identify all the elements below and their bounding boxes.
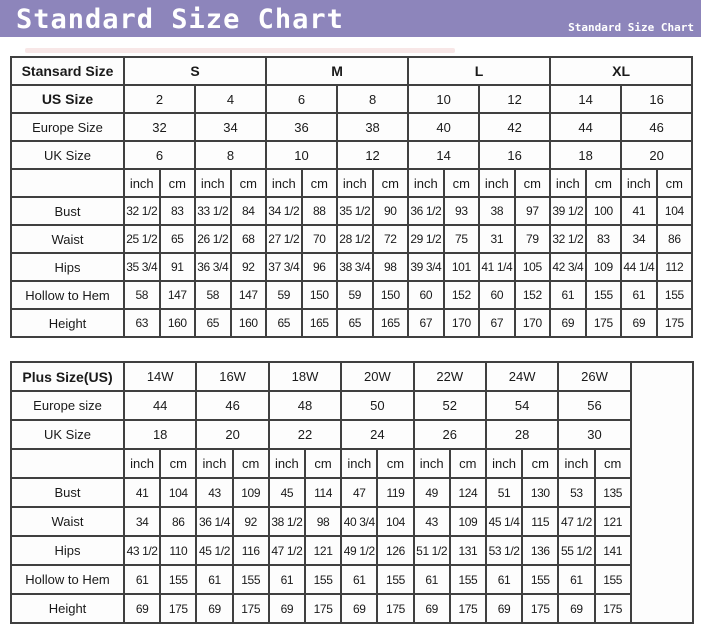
- measure-value-cell: 83: [160, 197, 196, 225]
- measure-value-cell: 61: [558, 565, 594, 594]
- measure-value-cell: 155: [233, 565, 269, 594]
- size-row: [11, 420, 693, 449]
- measure-value-cell: 55 1/2: [558, 536, 594, 565]
- measure-value-cell: 45 1/4: [486, 507, 522, 536]
- measure-value-cell: 35 3/4: [124, 253, 160, 281]
- measure-value-cell: 36 1/4: [196, 507, 232, 536]
- unit-cm-cell: cm: [657, 169, 693, 197]
- size-value-cell: 12: [337, 141, 408, 169]
- size-group-cell: 18W: [269, 362, 341, 391]
- unit-inch-cell: inch: [558, 449, 594, 478]
- measure-value-cell: 59: [337, 281, 373, 309]
- unit-cm-cell: cm: [231, 169, 267, 197]
- measure-value-cell: 155: [305, 565, 341, 594]
- unit-inch-cell: inch: [550, 169, 586, 197]
- measure-value-cell: 38 1/2: [269, 507, 305, 536]
- measure-value-cell: 39 1/2: [550, 197, 586, 225]
- measure-value-cell: 34: [124, 507, 160, 536]
- measure-value-cell: 37 3/4: [266, 253, 302, 281]
- measurement-row: [11, 225, 692, 253]
- measurement-row: [11, 478, 693, 507]
- measure-value-cell: 101: [444, 253, 480, 281]
- measure-value-cell: 61: [414, 565, 450, 594]
- measure-value-cell: 58: [195, 281, 231, 309]
- unit-cm-cell: cm: [586, 169, 622, 197]
- size-group-cell: 22W: [414, 362, 486, 391]
- measure-value-cell: 131: [450, 536, 486, 565]
- size-group-cell: XL: [550, 57, 692, 85]
- size-value-cell: 14: [550, 85, 621, 113]
- measurement-row: [11, 309, 692, 337]
- size-value-cell: 20: [621, 141, 692, 169]
- measure-value-cell: 53: [558, 478, 594, 507]
- measure-value-cell: 175: [233, 594, 269, 623]
- measure-value-cell: 86: [160, 507, 196, 536]
- size-value-cell: 46: [196, 391, 268, 420]
- measure-value-cell: 49 1/2: [341, 536, 377, 565]
- measure-value-cell: 92: [233, 507, 269, 536]
- size-value-cell: 44: [550, 113, 621, 141]
- row-label-cell: Hips: [11, 253, 124, 281]
- measure-value-cell: 175: [586, 309, 622, 337]
- measure-value-cell: 34 1/2: [266, 197, 302, 225]
- size-group-cell: M: [266, 57, 408, 85]
- size-value-cell: 32: [124, 113, 195, 141]
- measure-value-cell: 59: [266, 281, 302, 309]
- measure-value-cell: 124: [450, 478, 486, 507]
- measure-value-cell: 43: [196, 478, 232, 507]
- measure-value-cell: 114: [305, 478, 341, 507]
- unit-cm-cell: cm: [233, 449, 269, 478]
- measurement-row: [11, 253, 692, 281]
- measurement-row: [11, 507, 693, 536]
- measure-value-cell: 84: [231, 197, 267, 225]
- unit-inch-cell: inch: [621, 169, 657, 197]
- row-label-cell: UK Size: [11, 141, 124, 169]
- measure-value-cell: 69: [124, 594, 160, 623]
- measure-value-cell: 69: [341, 594, 377, 623]
- size-value-cell: 44: [124, 391, 196, 420]
- measure-value-cell: 69: [550, 309, 586, 337]
- size-value-cell: 26: [414, 420, 486, 449]
- measurement-row: [11, 197, 692, 225]
- row-label-cell: Waist: [11, 507, 124, 536]
- size-value-cell: 46: [621, 113, 692, 141]
- measure-value-cell: 170: [444, 309, 480, 337]
- measure-value-cell: 160: [231, 309, 267, 337]
- measure-value-cell: 47 1/2: [558, 507, 594, 536]
- unit-inch-cell: inch: [195, 169, 231, 197]
- measure-value-cell: 43: [414, 507, 450, 536]
- size-value-cell: 10: [266, 141, 337, 169]
- unit-inch-cell: inch: [124, 169, 160, 197]
- row-label-cell: Hollow to Hem: [11, 281, 124, 309]
- plus-size-table: [10, 361, 694, 624]
- measure-value-cell: 135: [595, 478, 631, 507]
- measure-value-cell: 41 1/4: [479, 253, 515, 281]
- measure-value-cell: 150: [373, 281, 409, 309]
- measure-value-cell: 175: [450, 594, 486, 623]
- measure-value-cell: 147: [231, 281, 267, 309]
- measure-value-cell: 121: [305, 536, 341, 565]
- measure-value-cell: 51 1/2: [414, 536, 450, 565]
- row-label-cell: Europe size: [11, 391, 124, 420]
- measure-value-cell: 155: [160, 565, 196, 594]
- measure-value-cell: 40 3/4: [341, 507, 377, 536]
- row-label-cell: US Size: [11, 85, 124, 113]
- measure-value-cell: 31: [479, 225, 515, 253]
- size-value-cell: 8: [195, 141, 266, 169]
- unit-inch-cell: inch: [408, 169, 444, 197]
- measure-value-cell: 147: [160, 281, 196, 309]
- size-row: [11, 85, 692, 113]
- measure-value-cell: 109: [450, 507, 486, 536]
- measure-value-cell: 65: [195, 309, 231, 337]
- measure-value-cell: 116: [233, 536, 269, 565]
- measure-value-cell: 155: [450, 565, 486, 594]
- row-label-cell: Hollow to Hem: [11, 565, 124, 594]
- measure-value-cell: 27 1/2: [266, 225, 302, 253]
- measure-value-cell: 61: [124, 565, 160, 594]
- size-group-cell: 20W: [341, 362, 413, 391]
- measure-value-cell: 152: [444, 281, 480, 309]
- measure-value-cell: 160: [160, 309, 196, 337]
- unit-inch-cell: inch: [196, 449, 232, 478]
- measure-value-cell: 104: [160, 478, 196, 507]
- measure-value-cell: 109: [233, 478, 269, 507]
- measure-value-cell: 26 1/2: [195, 225, 231, 253]
- measure-value-cell: 105: [515, 253, 551, 281]
- size-group-cell: S: [124, 57, 266, 85]
- unit-inch-cell: inch: [486, 449, 522, 478]
- measure-value-cell: 41: [621, 197, 657, 225]
- unit-cm-cell: cm: [377, 449, 413, 478]
- size-value-cell: 10: [408, 85, 479, 113]
- unit-row: [11, 169, 692, 197]
- measure-value-cell: 41: [124, 478, 160, 507]
- size-value-cell: 38: [337, 113, 408, 141]
- size-value-cell: 16: [479, 141, 550, 169]
- unit-inch-cell: inch: [414, 449, 450, 478]
- size-value-cell: 40: [408, 113, 479, 141]
- measure-value-cell: 165: [373, 309, 409, 337]
- banner-title: Standard Size Chart: [16, 4, 344, 35]
- measure-value-cell: 83: [586, 225, 622, 253]
- table-title-cell: Plus Size(US): [11, 362, 124, 391]
- measure-value-cell: 175: [522, 594, 558, 623]
- unit-inch-cell: inch: [124, 449, 160, 478]
- unit-cm-cell: cm: [160, 169, 196, 197]
- unit-row: [11, 449, 693, 478]
- measure-value-cell: 175: [160, 594, 196, 623]
- size-value-cell: 56: [558, 391, 630, 420]
- measure-value-cell: 36 1/2: [408, 197, 444, 225]
- measurement-row: [11, 536, 693, 565]
- measurement-row: [11, 594, 693, 623]
- size-group-cell: 16W: [196, 362, 268, 391]
- size-value-cell: 28: [486, 420, 558, 449]
- measure-value-cell: 96: [302, 253, 338, 281]
- measure-value-cell: 72: [373, 225, 409, 253]
- measure-value-cell: 155: [595, 565, 631, 594]
- measure-value-cell: 65: [160, 225, 196, 253]
- measure-value-cell: 155: [586, 281, 622, 309]
- measure-value-cell: 130: [522, 478, 558, 507]
- unit-inch-cell: inch: [266, 169, 302, 197]
- size-value-cell: 22: [269, 420, 341, 449]
- measure-value-cell: 34: [621, 225, 657, 253]
- measure-value-cell: 43 1/2: [124, 536, 160, 565]
- measure-value-cell: 69: [269, 594, 305, 623]
- measure-value-cell: 110: [160, 536, 196, 565]
- size-value-cell: 42: [479, 113, 550, 141]
- table-header-row: [11, 57, 692, 85]
- banner-subtitle: Standard Size Chart: [568, 21, 694, 34]
- unit-inch-cell: inch: [269, 449, 305, 478]
- measure-value-cell: 150: [302, 281, 338, 309]
- size-value-cell: 6: [124, 141, 195, 169]
- measure-value-cell: 61: [269, 565, 305, 594]
- size-value-cell: 54: [486, 391, 558, 420]
- measure-value-cell: 70: [302, 225, 338, 253]
- size-group-cell: L: [408, 57, 550, 85]
- measure-value-cell: 104: [377, 507, 413, 536]
- row-label-cell: Height: [11, 309, 124, 337]
- measure-value-cell: 32 1/2: [124, 197, 160, 225]
- measure-value-cell: 75: [444, 225, 480, 253]
- size-row: [11, 391, 693, 420]
- size-value-cell: 12: [479, 85, 550, 113]
- measure-value-cell: 39 3/4: [408, 253, 444, 281]
- size-value-cell: 16: [621, 85, 692, 113]
- measure-value-cell: 60: [479, 281, 515, 309]
- measure-value-cell: 155: [377, 565, 413, 594]
- measure-value-cell: 38 3/4: [337, 253, 373, 281]
- measure-value-cell: 69: [558, 594, 594, 623]
- size-value-cell: 4: [195, 85, 266, 113]
- measure-value-cell: 109: [586, 253, 622, 281]
- table-title-cell: Stansard Size: [11, 57, 124, 85]
- table-header-row: [11, 362, 693, 391]
- row-label-cell: Bust: [11, 478, 124, 507]
- unit-cm-cell: cm: [160, 449, 196, 478]
- size-value-cell: 24: [341, 420, 413, 449]
- measure-value-cell: 44 1/4: [621, 253, 657, 281]
- measure-value-cell: 175: [305, 594, 341, 623]
- title-banner: [0, 0, 701, 37]
- measure-value-cell: 98: [373, 253, 409, 281]
- size-value-cell: 14: [408, 141, 479, 169]
- measure-value-cell: 175: [657, 309, 693, 337]
- row-label-cell: Height: [11, 594, 124, 623]
- size-value-cell: 8: [337, 85, 408, 113]
- measure-value-cell: 69: [486, 594, 522, 623]
- row-label-cell: Waist: [11, 225, 124, 253]
- size-row: [11, 113, 692, 141]
- size-value-cell: 52: [414, 391, 486, 420]
- size-group-cell: 14W: [124, 362, 196, 391]
- measure-value-cell: 36 3/4: [195, 253, 231, 281]
- unit-cm-cell: cm: [373, 169, 409, 197]
- measure-value-cell: 152: [515, 281, 551, 309]
- standard-size-table: [10, 56, 693, 338]
- size-group-cell: 24W: [486, 362, 558, 391]
- measure-value-cell: 115: [522, 507, 558, 536]
- unit-cm-cell: cm: [522, 449, 558, 478]
- measure-value-cell: 61: [196, 565, 232, 594]
- measure-value-cell: 60: [408, 281, 444, 309]
- unit-cm-cell: cm: [515, 169, 551, 197]
- measure-value-cell: 63: [124, 309, 160, 337]
- size-value-cell: 6: [266, 85, 337, 113]
- measure-value-cell: 45: [269, 478, 305, 507]
- size-value-cell: 18: [550, 141, 621, 169]
- measure-value-cell: 61: [341, 565, 377, 594]
- size-value-cell: 34: [195, 113, 266, 141]
- measure-value-cell: 93: [444, 197, 480, 225]
- unit-cm-cell: cm: [595, 449, 631, 478]
- unit-cm-cell: cm: [450, 449, 486, 478]
- measurement-row: [11, 281, 692, 309]
- measure-value-cell: 136: [522, 536, 558, 565]
- size-value-cell: 36: [266, 113, 337, 141]
- measure-value-cell: 65: [337, 309, 373, 337]
- faint-red-artifact: [25, 48, 455, 53]
- measure-value-cell: 67: [408, 309, 444, 337]
- size-group-cell: 26W: [558, 362, 630, 391]
- measure-value-cell: 104: [657, 197, 693, 225]
- measure-value-cell: 69: [196, 594, 232, 623]
- measure-value-cell: 61: [486, 565, 522, 594]
- measure-value-cell: 67: [479, 309, 515, 337]
- measure-value-cell: 58: [124, 281, 160, 309]
- size-value-cell: 18: [124, 420, 196, 449]
- row-label-cell: [11, 169, 124, 197]
- measure-value-cell: 91: [160, 253, 196, 281]
- measure-value-cell: 119: [377, 478, 413, 507]
- unit-cm-cell: cm: [444, 169, 480, 197]
- measure-value-cell: 47: [341, 478, 377, 507]
- measure-value-cell: 61: [550, 281, 586, 309]
- measure-value-cell: 100: [586, 197, 622, 225]
- measure-value-cell: 141: [595, 536, 631, 565]
- measure-value-cell: 165: [302, 309, 338, 337]
- measure-value-cell: 170: [515, 309, 551, 337]
- measure-value-cell: 51: [486, 478, 522, 507]
- measure-value-cell: 42 3/4: [550, 253, 586, 281]
- row-label-cell: Hips: [11, 536, 124, 565]
- measure-value-cell: 68: [231, 225, 267, 253]
- measure-value-cell: 53 1/2: [486, 536, 522, 565]
- measure-value-cell: 79: [515, 225, 551, 253]
- blank-cell: [631, 362, 693, 623]
- size-row: [11, 141, 692, 169]
- measure-value-cell: 45 1/2: [196, 536, 232, 565]
- measure-value-cell: 112: [657, 253, 693, 281]
- measure-value-cell: 86: [657, 225, 693, 253]
- measure-value-cell: 49: [414, 478, 450, 507]
- measure-value-cell: 92: [231, 253, 267, 281]
- measure-value-cell: 61: [621, 281, 657, 309]
- measure-value-cell: 69: [414, 594, 450, 623]
- row-label-cell: [11, 449, 124, 478]
- measure-value-cell: 33 1/2: [195, 197, 231, 225]
- measure-value-cell: 28 1/2: [337, 225, 373, 253]
- unit-cm-cell: cm: [305, 449, 341, 478]
- measure-value-cell: 90: [373, 197, 409, 225]
- measure-value-cell: 38: [479, 197, 515, 225]
- unit-cm-cell: cm: [302, 169, 338, 197]
- measure-value-cell: 47 1/2: [269, 536, 305, 565]
- size-value-cell: 50: [341, 391, 413, 420]
- measure-value-cell: 25 1/2: [124, 225, 160, 253]
- measure-value-cell: 69: [621, 309, 657, 337]
- size-value-cell: 30: [558, 420, 630, 449]
- measure-value-cell: 32 1/2: [550, 225, 586, 253]
- row-label-cell: UK Size: [11, 420, 124, 449]
- measure-value-cell: 29 1/2: [408, 225, 444, 253]
- row-label-cell: Bust: [11, 197, 124, 225]
- measure-value-cell: 88: [302, 197, 338, 225]
- measure-value-cell: 35 1/2: [337, 197, 373, 225]
- unit-inch-cell: inch: [479, 169, 515, 197]
- measure-value-cell: 175: [595, 594, 631, 623]
- row-label-cell: Europe Size: [11, 113, 124, 141]
- measure-value-cell: 65: [266, 309, 302, 337]
- size-value-cell: 20: [196, 420, 268, 449]
- measurement-row: [11, 565, 693, 594]
- size-value-cell: 48: [269, 391, 341, 420]
- measure-value-cell: 155: [522, 565, 558, 594]
- measure-value-cell: 175: [377, 594, 413, 623]
- measure-value-cell: 97: [515, 197, 551, 225]
- measure-value-cell: 121: [595, 507, 631, 536]
- measure-value-cell: 126: [377, 536, 413, 565]
- unit-inch-cell: inch: [341, 449, 377, 478]
- unit-inch-cell: inch: [337, 169, 373, 197]
- size-value-cell: 2: [124, 85, 195, 113]
- measure-value-cell: 155: [657, 281, 693, 309]
- measure-value-cell: 98: [305, 507, 341, 536]
